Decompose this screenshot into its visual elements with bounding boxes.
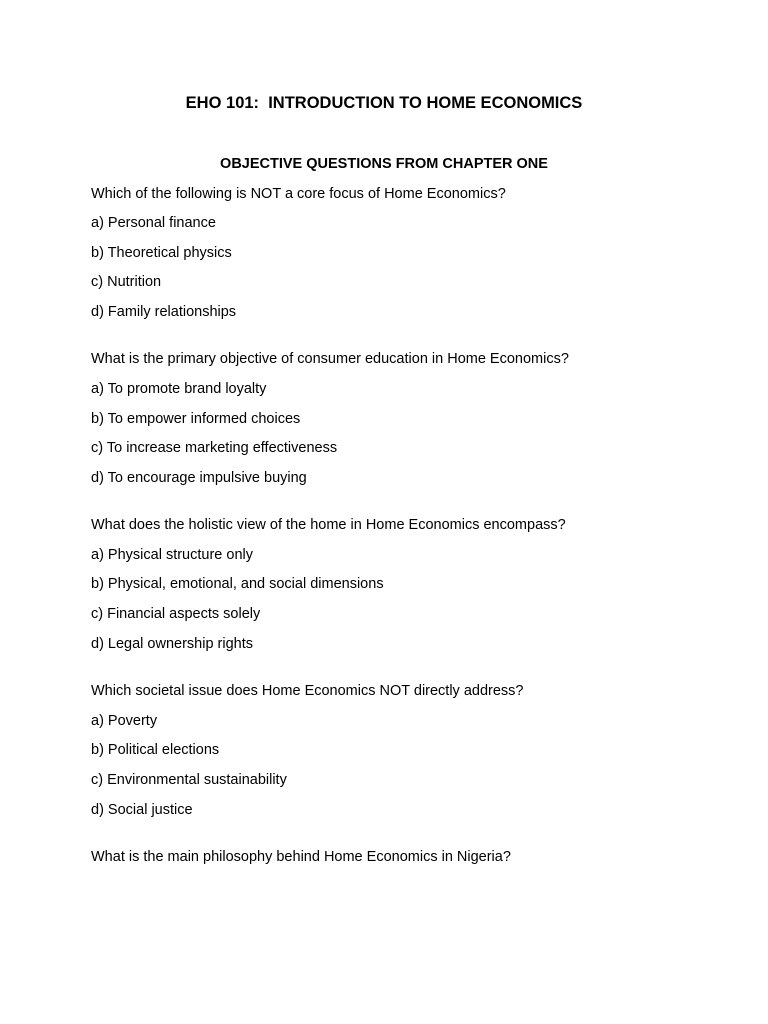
answer-option: a) Physical structure only: [91, 546, 253, 563]
section-heading: OBJECTIVE QUESTIONS FROM CHAPTER ONE: [220, 156, 548, 172]
question-list: [91, 185, 731, 867]
answer-option: a) Personal finance: [91, 215, 216, 232]
answer-option: b) Theoretical physics: [91, 244, 232, 261]
question-block: [91, 848, 731, 866]
answer-option: a) Poverty: [91, 712, 158, 729]
question-block: [91, 682, 731, 818]
answer-option: b) Physical, emotional, and social dimensions: [91, 576, 384, 593]
answer-option: b) Political elections: [91, 742, 220, 759]
answer-option: c) Nutrition: [91, 274, 162, 291]
question-text: What is the main philosophy behind Home Economics in Nigeria?: [91, 849, 511, 865]
answer-option: c) Environmental sustainability: [91, 771, 287, 788]
answer-option: d) Legal ownership rights: [91, 635, 254, 652]
answer-option: d) Social justice: [91, 801, 193, 818]
question-text: What does the holistic view of the home in Home Economics encompass?: [91, 517, 566, 534]
answer-option: d) To encourage impulsive buying: [91, 469, 307, 486]
answer-option: a) To promote brand loyalty: [91, 380, 267, 397]
document-title: EHO 101: INTRODUCTION TO HOME ECONOMICS: [185, 94, 583, 112]
question-text: Which of the following is NOT a core focus of Home Economics?: [91, 185, 506, 202]
question-block: [91, 516, 731, 652]
question-block: [91, 185, 731, 321]
question-block: [91, 350, 731, 486]
answer-option: b) To empower informed choices: [91, 410, 301, 427]
answer-option: d) Family relationships: [91, 303, 237, 320]
question-text: Which societal issue does Home Economics NOT directly address?: [91, 683, 524, 700]
answer-option: c) To increase marketing effectiveness: [91, 440, 338, 457]
answer-option: c) Financial aspects solely: [91, 606, 261, 623]
question-text: What is the primary objective of consumer education in Home Economics?: [91, 351, 569, 368]
